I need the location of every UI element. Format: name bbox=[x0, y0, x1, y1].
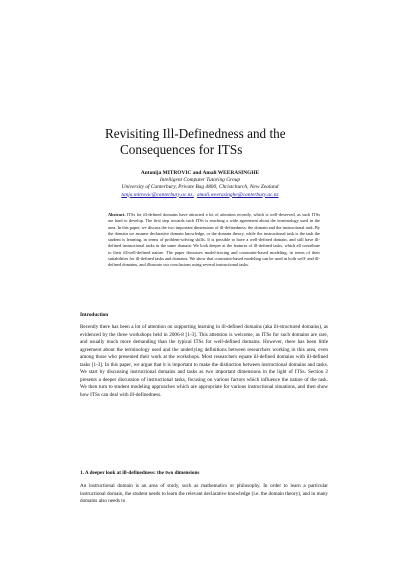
paper-title bbox=[60, 126, 340, 158]
author-block bbox=[40, 170, 360, 199]
affiliation: University of Canterbury, Private Bag 4800, Christchurch, New Zealand bbox=[121, 184, 279, 191]
intro-paragraph: Recently there has been a lot of attention on supporting learning in ill-defined domains (aka ill-structured domains), as evidenced by the three workshops held in 2006-8 [1-3]. This attention is welcome, as ITSs for such domains are rare, and usually much more demanding than the typical ITSs for well-defined domains. However, there has been little agreement about the terminology used and the underlying definitions between researchers working in this area, even among those who presented their work at the workshops. Most researchers equate ill-defined domains with ill-defined tasks [1-3]. In this paper, we argue that it is important to make the distinction between instructional domains and tasks. We start by discussing instructional domains and tasks as two important dimensions in the light of ITSs. Section 2 presents a deeper discussion of instructional tasks, focusing on various factors which influence the nature of the task. We then turn to student modeling approaches which are appropriate for various instructional situations, and then show how ITSs can deal with ill-definedness. bbox=[80, 324, 328, 398]
title-line-2: Consequences for ITSs bbox=[120, 142, 243, 157]
intro-heading: Introduction bbox=[80, 312, 109, 318]
email-link-1[interactable]: tanja.mitrovic@canterbury.ac.nz, bbox=[121, 191, 194, 198]
research-group: Intelligent Computer Tutoring Group bbox=[159, 177, 241, 184]
abstract bbox=[108, 212, 320, 269]
title-line-1: Revisiting Ill-Definedness and the bbox=[105, 126, 286, 141]
email-link-2[interactable]: amali.weerasinghe@canterbury.ac.nz bbox=[196, 191, 279, 198]
section-1-heading: 1. A deeper look at ill-definedness: the two dimensions bbox=[80, 470, 200, 476]
abstract-text: ITSs for ill-defined domains have attracted a lot of attention recently, which is well-deserved, as such ITSs are hard to develop. The first step towards such ITSs is reaching a wide agreement about the terminology used in the area. In this paper, we discuss the two important dimensions of ill-definedness: the domain and the instructional task. By the domain we assume declarative domain knowledge, or the domain theory, while the instructional task is the task the student is learning, in terms of problem-solving skills. It is possible to have a well-defined domain, and still have ill-defined instructional tasks in the same domain. We look deeper at the features of ill-defined tasks, which all contribute to their ill/well-defined nature. The paper discusses model-tracing and constraint-based modeling, in terms of their suitabilities for ill-defined tasks and domains. We show that constraint-based modeling can be used in both well- and ill-defined domains, and illustrate our conclusions using several instructional tasks. bbox=[108, 212, 320, 268]
author-emails[interactable] bbox=[40, 192, 360, 199]
abstract-label: Abstract. bbox=[108, 212, 126, 217]
author-names: Antonija MITROVIC and Amali WEERASINGHE bbox=[140, 170, 260, 176]
section-1-paragraph: An instructional domain is an area of study, such as mathematics or philosophy. In order to learn a particular instructional domain, the student needs to learn the relevant declarative knowledge (i.e. the domain theory), and in many domains also needs to bbox=[80, 483, 328, 505]
